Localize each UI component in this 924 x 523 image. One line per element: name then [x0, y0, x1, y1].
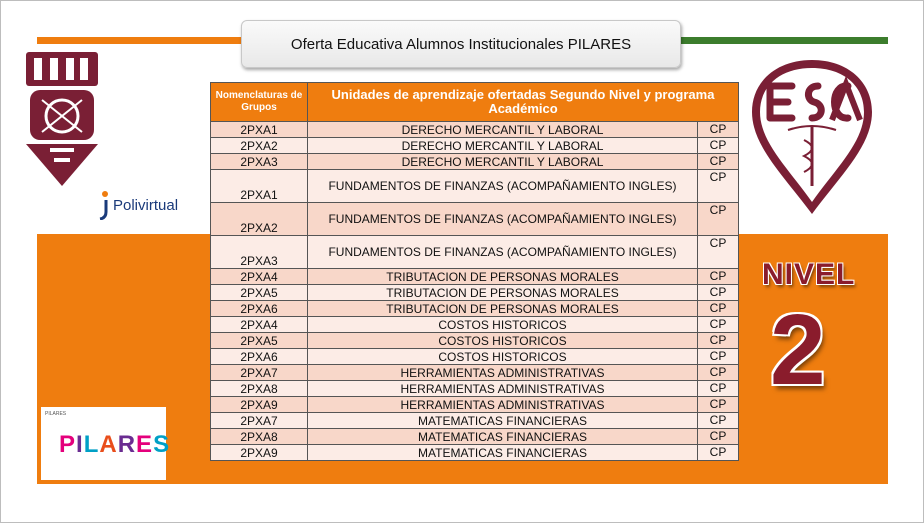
pilares-small-text: PILARES: [45, 411, 67, 417]
group-cell: 2PXA8: [211, 429, 308, 445]
table-row: [211, 333, 739, 349]
unit-cell: DERECHO MERCANTIL Y LABORAL: [308, 122, 698, 138]
group-cell: 2PXA9: [211, 397, 308, 413]
unit-cell: TRIBUTACION DE PERSONAS MORALES: [308, 285, 698, 301]
unit-cell: HERRAMIENTAS ADMINISTRATIVAS: [308, 365, 698, 381]
polivirtual-mark-icon: [98, 190, 110, 220]
table-row: [211, 397, 739, 413]
table-row: [211, 365, 739, 381]
table-row: [211, 236, 739, 269]
program-cell: CP: [698, 170, 739, 203]
group-cell: 2PXA6: [211, 349, 308, 365]
polivirtual-text: Polivirtual: [113, 196, 179, 214]
page-title: Oferta Educativa Alumnos Institucionales PILARES: [241, 20, 681, 68]
polivirtual-logo: [98, 190, 178, 220]
group-cell: 2PXA8: [211, 381, 308, 397]
group-cell: 2PXA7: [211, 365, 308, 381]
program-cell: CP: [698, 365, 739, 381]
program-cell: CP: [698, 138, 739, 154]
table-row: [211, 170, 739, 203]
nivel-number: 2: [770, 294, 826, 406]
pilares-logo: [41, 407, 171, 480]
table-row: [211, 445, 739, 461]
group-cell: 2PXA4: [211, 317, 308, 333]
program-cell: CP: [698, 413, 739, 429]
unit-cell: FUNDAMENTOS DE FINANZAS (ACOMPAÑAMIENTO INGLES): [308, 203, 698, 236]
unit-cell: DERECHO MERCANTIL Y LABORAL: [308, 154, 698, 170]
program-cell: CP: [698, 301, 739, 317]
table-row: [211, 203, 739, 236]
group-cell: 2PXA2: [211, 203, 308, 236]
unit-cell: TRIBUTACION DE PERSONAS MORALES: [308, 301, 698, 317]
unit-cell: COSTOS HISTORICOS: [308, 349, 698, 365]
unit-cell: HERRAMIENTAS ADMINISTRATIVAS: [308, 397, 698, 413]
table-row: [211, 429, 739, 445]
program-cell: CP: [698, 203, 739, 236]
unit-cell: MATEMATICAS FINANCIERAS: [308, 429, 698, 445]
group-cell: 2PXA6: [211, 301, 308, 317]
table-row: [211, 413, 739, 429]
unit-cell: FUNDAMENTOS DE FINANZAS (ACOMPAÑAMIENTO INGLES): [308, 170, 698, 203]
program-cell: CP: [698, 445, 739, 461]
orange-header-bar: [37, 37, 247, 44]
unit-cell: MATEMATICAS FINANCIERAS: [308, 445, 698, 461]
table-row: [211, 349, 739, 365]
group-cell: 2PXA2: [211, 138, 308, 154]
table-row: [211, 269, 739, 285]
program-cell: CP: [698, 285, 739, 301]
unit-cell: TRIBUTACION DE PERSONAS MORALES: [308, 269, 698, 285]
program-cell: CP: [698, 236, 739, 269]
group-cell: 2PXA7: [211, 413, 308, 429]
green-header-bar: [680, 37, 888, 44]
program-cell: CP: [698, 317, 739, 333]
course-offer-table: [210, 82, 739, 461]
program-cell: CP: [698, 269, 739, 285]
unit-cell: MATEMATICAS FINANCIERAS: [308, 413, 698, 429]
esca-logo-icon: [748, 56, 876, 218]
table-body: [211, 122, 739, 461]
program-cell: CP: [698, 397, 739, 413]
group-cell: 2PXA5: [211, 333, 308, 349]
ipn-logo-icon: [20, 48, 104, 188]
table-row: [211, 138, 739, 154]
unit-cell: DERECHO MERCANTIL Y LABORAL: [308, 138, 698, 154]
program-cell: CP: [698, 154, 739, 170]
table-row: [211, 381, 739, 397]
group-cell: 2PXA3: [211, 154, 308, 170]
table-row: [211, 285, 739, 301]
unit-cell: COSTOS HISTORICOS: [308, 317, 698, 333]
table-row: [211, 317, 739, 333]
unit-cell: HERRAMIENTAS ADMINISTRATIVAS: [308, 381, 698, 397]
group-cell: 2PXA4: [211, 269, 308, 285]
table-row: [211, 301, 739, 317]
nivel-label: NIVEL: [762, 258, 856, 291]
table-header-row: [211, 83, 739, 122]
group-cell: 2PXA1: [211, 122, 308, 138]
group-cell: 2PXA3: [211, 236, 308, 269]
pilares-word: PILARES: [59, 431, 171, 458]
header-group: Nomenclaturas de Grupos: [211, 83, 308, 122]
program-cell: CP: [698, 349, 739, 365]
program-cell: CP: [698, 381, 739, 397]
program-cell: CP: [698, 122, 739, 138]
program-cell: CP: [698, 333, 739, 349]
program-cell: CP: [698, 429, 739, 445]
group-cell: 2PXA9: [211, 445, 308, 461]
table-row: [211, 154, 739, 170]
table-row: [211, 122, 739, 138]
group-cell: 2PXA5: [211, 285, 308, 301]
group-cell: 2PXA1: [211, 170, 308, 203]
header-units: Unidades de aprendizaje ofertadas Segundo Nivel y programa Académico: [308, 83, 739, 122]
unit-cell: COSTOS HISTORICOS: [308, 333, 698, 349]
unit-cell: FUNDAMENTOS DE FINANZAS (ACOMPAÑAMIENTO INGLES): [308, 236, 698, 269]
